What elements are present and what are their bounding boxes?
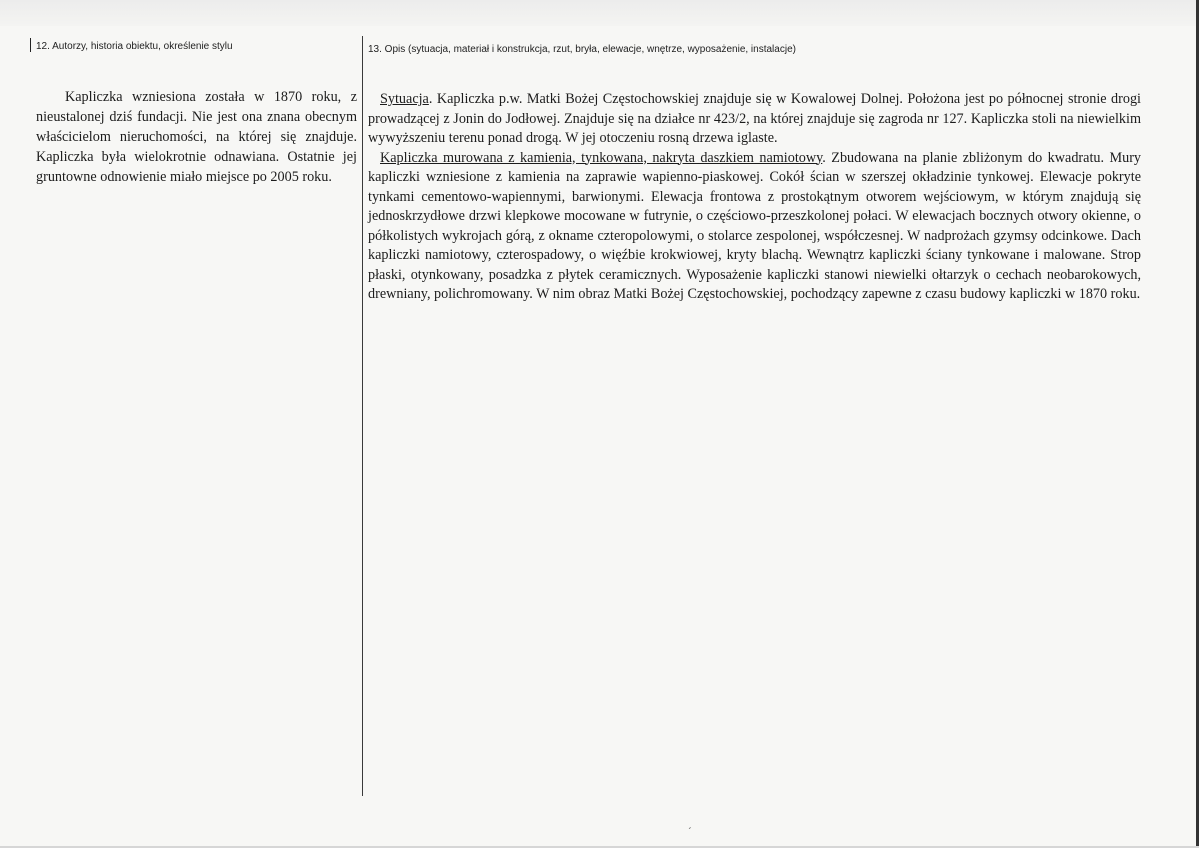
column-divider — [362, 36, 363, 796]
history-paragraph: Kapliczka wzniesiona została w 1870 roku, z nieustalonej dziś fundacji. Nie jest ona znana obecnym właścicielom nieruchomości, na której się znajduje. Kapliczka była wielokrotnie odnawiana. Ostatnie jej gruntowne odnowienie miało miejsce po 2005 roku. — [36, 89, 357, 185]
description-column — [368, 90, 1141, 305]
situation-paragraph — [368, 90, 1141, 149]
situation-heading: Sytuacja — [380, 91, 429, 107]
construction-heading: Kapliczka murowana z kamienia, tynkowana, nakryta daszkiem namiotowy — [380, 149, 823, 166]
situation-text: . Kapliczka p.w. Matki Bożej Częstochowskiej znajduje się w Kowalowej Dolnej. Położona jest po północnej stronie drogi prowadzącej z Jonin do Jodłowej. Znajduje się na działce nr 423/2, na której znajduje się zagroda nr 127. Kapliczka stoli na niewielkim wywyższeniu terenu ponad drogą. W jej otoczeniu rosną drzewa iglaste. — [368, 91, 1141, 146]
scan-top-border — [0, 0, 1199, 26]
construction-paragraph — [368, 149, 1141, 305]
section-12-header: 12. Autorzy, historia obiektu, określenie stylu — [36, 41, 233, 52]
history-column — [36, 87, 357, 187]
section-13-header: 13. Opis (sytuacja, materiał i konstrukcja, rzut, bryła, elewacje, wnętrze, wyposażenie, instalacje) — [368, 44, 796, 55]
header-marker — [30, 38, 31, 52]
scan-speck: ´ — [688, 826, 692, 838]
construction-text: . Zbudowana na planie zbliżonym do kwadratu. Mury kapliczki wzniesione z kamienia na zaprawie wapienno-piaskowej. Cokół ścian w szerszej okładzinie tynkowej. Elewacje pokryte tynkami cementowo-wapiennymi, barwionymi. Elewacja frontowa z prostokątnym otworem wejściowym, w którym znajdują się jednoskrzydłowe drzwi klepkowe mocowane w futrynie, o częściowo-przeszkolonej połaci. W elewacjach bocznych otwory okienne, o półkolistych wykrojach górą, z okname czteropolowymi, o stolarce zespolonej, współczesnej. W nadprożach gzymsy odcinkowe. Dach kapliczki namiotowy, czterospadowy, o więźbie krokwiowej, kryty blachą. Wewnątrz kapliczki ściany tynkowane i malowane. Strop płaski, otynkowany, posadzka z płytek ceramicznych. Wyposażenie kapliczki stanowi niewielki ołtarzyk o cechach neobarokowych, drewniany, polichromowany. W nim obraz Matki Bożej Częstochowskiej, pochodzący zapewne z czasu budowy kapliczki w 1870 roku. — [368, 149, 1142, 302]
